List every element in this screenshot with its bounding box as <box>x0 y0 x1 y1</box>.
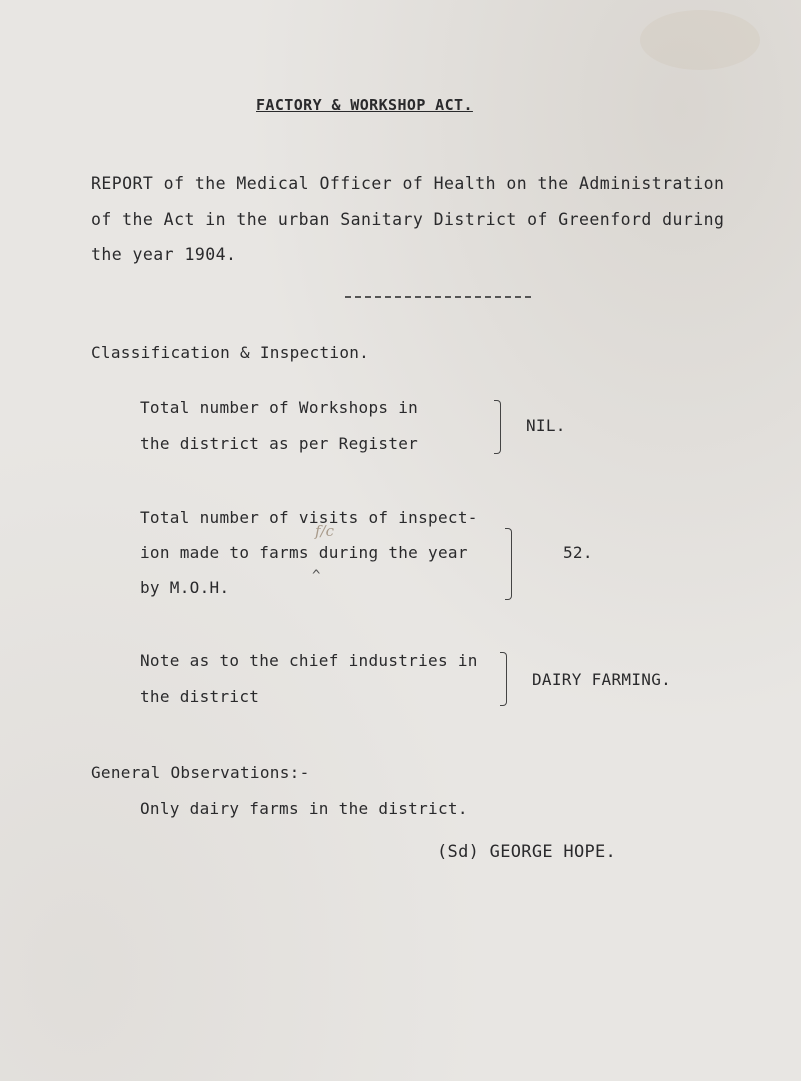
report-line-1: REPORT of the Medical Officer of Health on the Administration <box>91 174 725 193</box>
item-2-value: 52. <box>563 543 593 562</box>
general-observations-title: General Observations:- <box>91 763 310 782</box>
item-2-line-2: ion made to farms during the year <box>140 543 468 562</box>
item-1-brace <box>494 400 501 454</box>
item-2-line-1: Total number of visits of inspect- <box>140 508 478 527</box>
signature: (Sd) GEORGE HOPE. <box>437 842 617 862</box>
document-heading: FACTORY & WORKSHOP ACT. <box>256 96 473 114</box>
report-line-3: the year 1904. <box>91 245 237 264</box>
section-title: Classification & Inspection. <box>91 343 370 362</box>
section-divider <box>345 296 531 298</box>
item-3-brace <box>500 652 507 706</box>
handwritten-annotation: f/c <box>315 522 335 540</box>
item-3-value: DAIRY FARMING. <box>532 670 672 689</box>
item-1-value: NIL. <box>526 416 566 435</box>
caret-mark: ^ <box>312 568 321 584</box>
item-1-line-2: the district as per Register <box>140 434 419 453</box>
paper-stain <box>640 10 760 70</box>
item-2-line-3: by M.O.H. <box>140 578 230 597</box>
item-2-brace <box>505 528 512 600</box>
item-3-line-2: the district <box>140 687 260 706</box>
general-observations-text: Only dairy farms in the district. <box>140 799 468 818</box>
item-3-line-1: Note as to the chief industries in <box>140 651 478 670</box>
report-line-2: of the Act in the urban Sanitary District of Greenford during <box>91 210 725 229</box>
item-1-line-1: Total number of Workshops in <box>140 398 419 417</box>
